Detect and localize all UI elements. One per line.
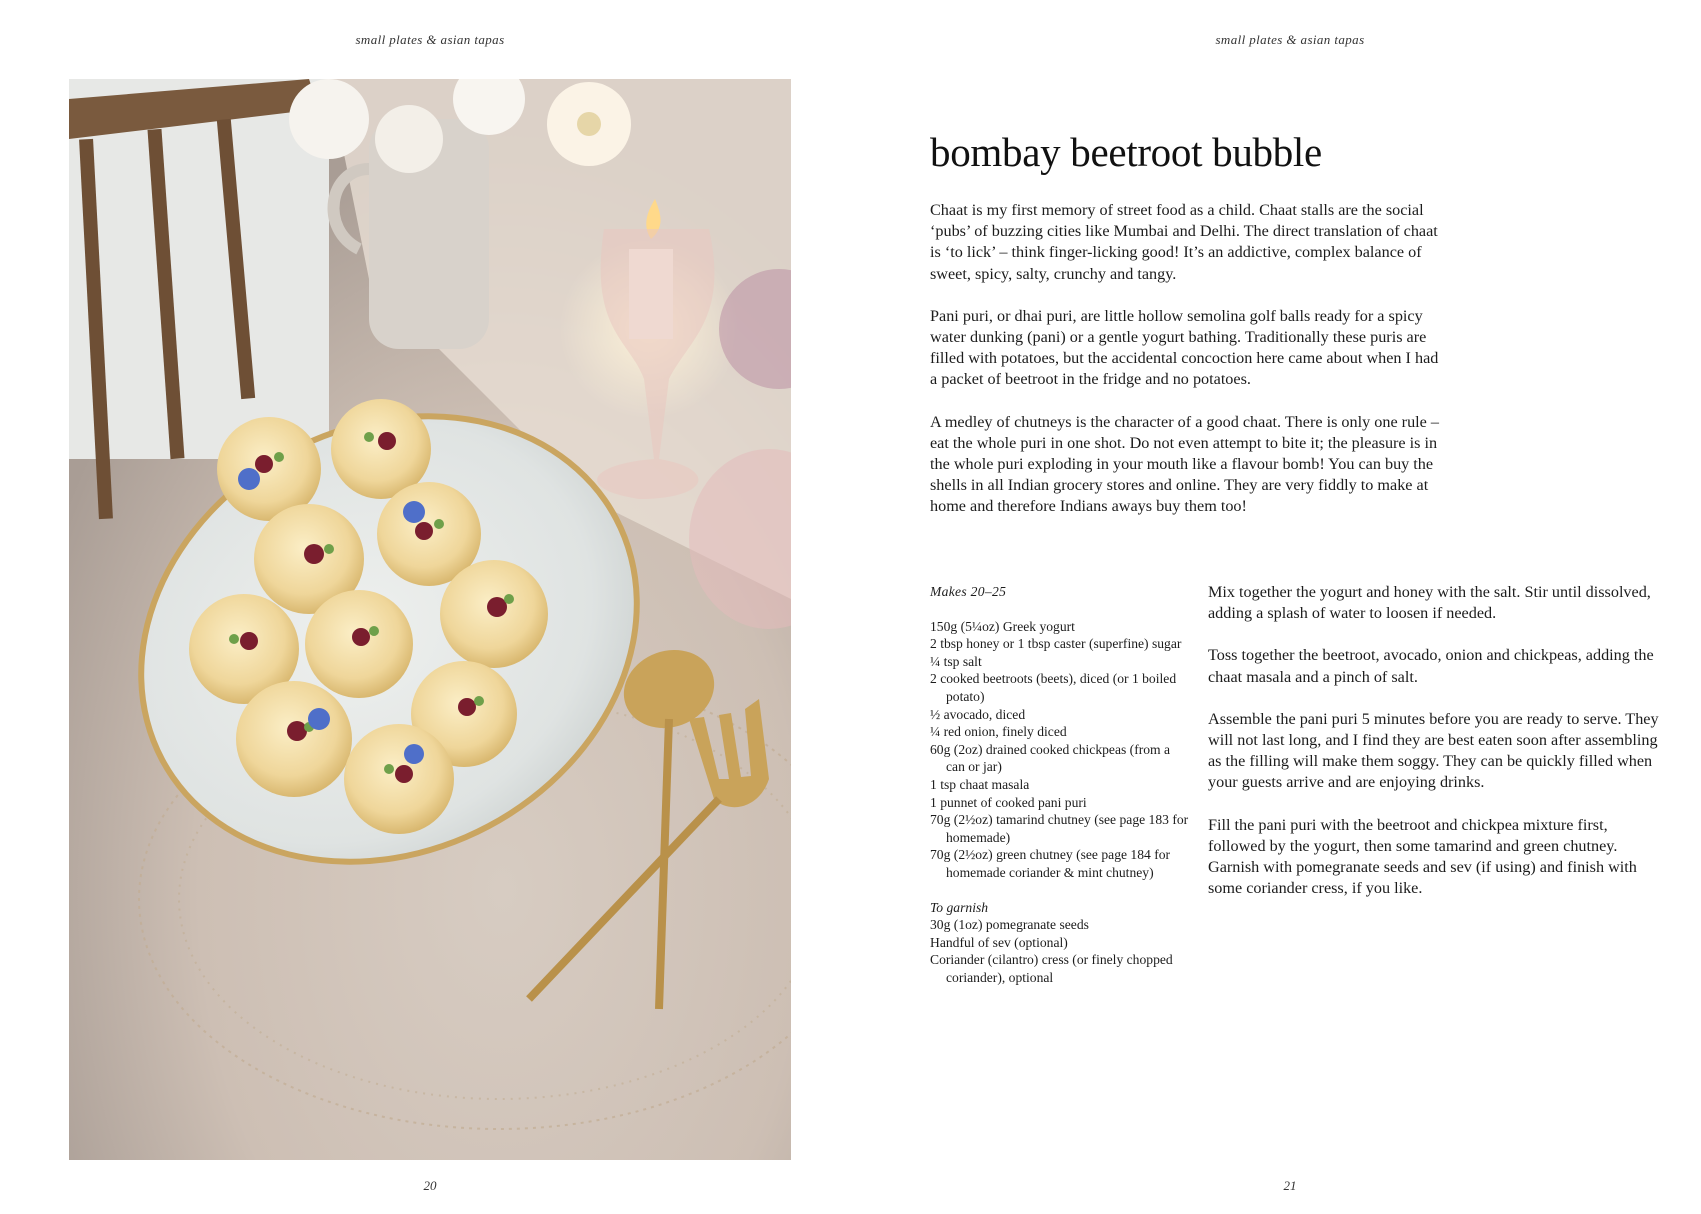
page-number-left: 20 — [423, 1178, 437, 1193]
intro-paragraph: Chaat is my first memory of street food as a child. Chaat stalls are the social ‘pubs’ of buzzing cities like Mumbai and Delhi. The direct translation of chaat is ‘to lick’ – think finger-licking good! It’s an addictive, complex balance of sweet, spicy, salty, crunchy and tangy. — [930, 201, 1438, 283]
garnish-heading: To garnish — [930, 899, 989, 915]
running-head-left: small plates & asian tapas — [355, 32, 505, 47]
recipe-title: bombay beetroot bubble — [930, 129, 1322, 175]
recipe-intro — [930, 200, 1440, 539]
garnish-list — [930, 916, 1190, 986]
method-step: Mix together the yogurt and honey with the salt. Stir until dissolved, adding a splash of water to loosen if needed. — [1208, 583, 1651, 623]
method-step: Assemble the pani puri 5 minutes before you are ready to serve. They will not last long, and I find they are best eaten soon after assembling as the filling will make them soggy. They can be quickly filled when your guests arrive and are enjoying drinks. — [1208, 709, 1659, 792]
ingredient-item: 70g (2½oz) tamarind chutney (see page 183 for homemade) — [930, 812, 1189, 845]
running-head-right: small plates & asian tapas — [1215, 32, 1365, 47]
ingredient-item: 2 cooked beetroots (beets), diced (or 1 boiled potato) — [930, 671, 1177, 704]
yield: Makes 20–25 — [930, 584, 1007, 599]
method-column — [1208, 582, 1668, 920]
garnish-item: Coriander (cilantro) cress (or finely chopped coriander), optional — [930, 952, 1173, 985]
intro-paragraph: Pani puri, or dhai puri, are little hollow semolina golf balls ready for a spicy water dunking (pani) or a gentle yogurt bathing. Traditionally these puris are filled with potatoes, but the accidental concoction here came about when I had a packet of beetroot in the fridge and no potatoes. — [930, 306, 1439, 389]
ingredient-item: ½ avocado, diced — [930, 706, 1026, 722]
method-step: Toss together the beetroot, avocado, onion and chickpeas, adding the chaat masala and a pinch of salt. — [1208, 646, 1654, 686]
ingredient-item: 2 tbsp honey or 1 tbsp caster (superfine) sugar — [930, 636, 1182, 652]
food-photo — [69, 79, 791, 1160]
page-number-right: 21 — [1283, 1178, 1297, 1193]
garnish-item: 30g (1oz) pomegranate seeds — [930, 917, 1089, 933]
ingredient-item: 1 punnet of cooked pani puri — [930, 794, 1087, 810]
method-step: Fill the pani puri with the beetroot and chickpea mixture first, followed by the yogurt, then some tamarind and green chutney. Garnish with pomegranate seeds and sev (if using) and finish with some coriander cress, if you like. — [1208, 815, 1637, 898]
ingredient-item: 70g (2½oz) green chutney (see page 184 for homemade coriander & mint chutney) — [930, 847, 1171, 880]
garnish-item: Handful of sev (optional) — [930, 934, 1068, 950]
ingredient-item: 1 tsp chaat masala — [930, 776, 1030, 792]
ingredient-item: ¼ tsp salt — [930, 653, 982, 669]
ingredient-list — [930, 618, 1190, 882]
ingredients-column — [930, 583, 1190, 986]
ingredient-item: 150g (5¼oz) Greek yogurt — [930, 618, 1075, 634]
intro-paragraph: A medley of chutneys is the character of a good chaat. There is only one rule – eat the whole puri in one shot. Do not even attempt to bite it; the pleasure is in the whole puri exploding in your mouth like a flavour bomb! You can buy the shells in all Indian grocery stores and online. They are very fiddly to make at home and therefore Indians aways buy them too! — [930, 412, 1439, 516]
ingredient-item: 60g (2oz) drained cooked chickpeas (from a can or jar) — [930, 741, 1171, 775]
food-photo-illustration — [69, 79, 791, 1160]
ingredient-item: ¼ red onion, finely diced — [930, 724, 1067, 740]
